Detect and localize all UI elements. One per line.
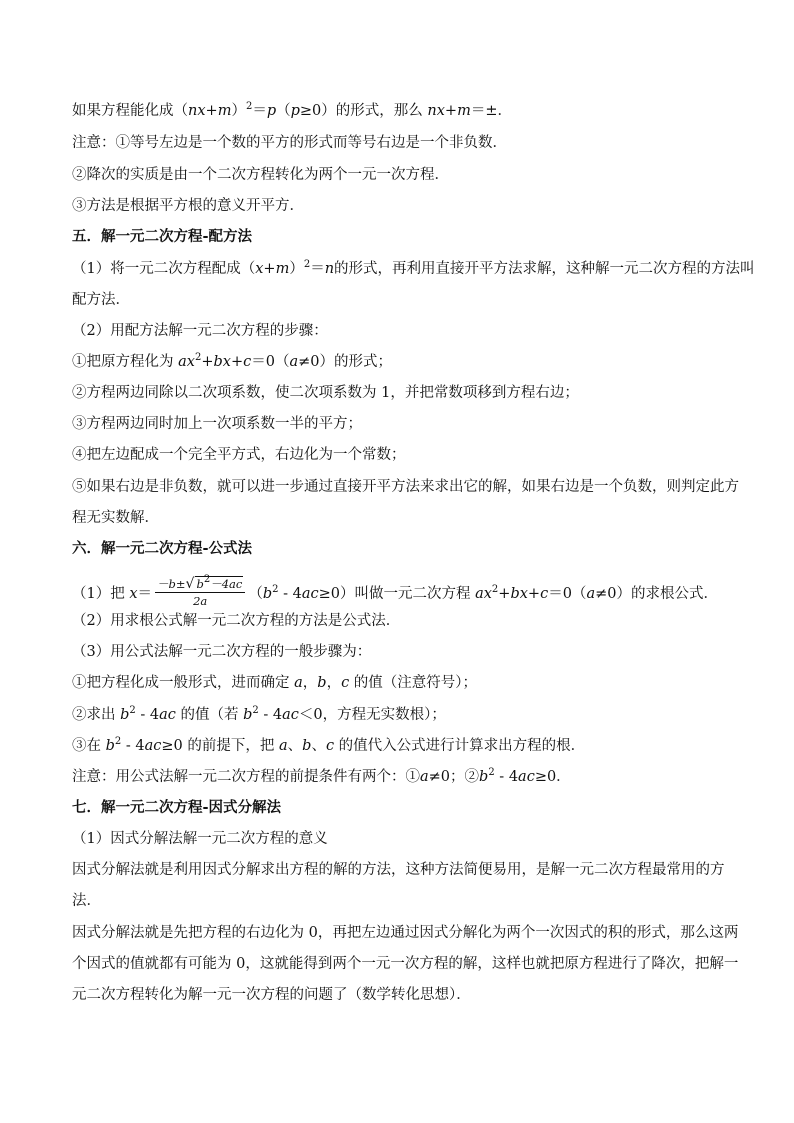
section-heading: 五．解一元二次方程-配方法 [72, 229, 253, 245]
text-line: ③方法是根据平方根的意义开平方． [72, 198, 304, 214]
formula-line: （1）把 x＝ $\frac{-b\pm√ b^2-4ac}{2a}$ $(b^2 - 4ac\ge 0)$叫做一元二次方程 $ax^2+bx+c=0(a\ne 0)$的求根公式． [72, 574, 718, 608]
text-line: 注意：①等号左边是一个数的平方的形式而等号右边是一个非负数． [72, 135, 507, 151]
text-line: ②降次的实质是由一个二次方程转化为两个一元一次方程． [72, 167, 449, 183]
text-line: 法． [72, 893, 101, 909]
text-line: ④把左边配成一个完全平方式，右边化为一个常数； [72, 447, 406, 463]
text-line: ⑤如果右边是非负数，就可以进一步通过直接开平方法来求出它的解，如果右边是一个负数，则判定此方 [72, 479, 739, 495]
text-line: （2）用求根公式解一元二次方程的方法是公式法． [72, 613, 401, 629]
text-line: ①把方程化成一般形式，进而确定 a，b，c 的值（注意符号）； [72, 675, 478, 691]
text-line: 配方法． [72, 292, 130, 308]
text-line: ②求出 $b^2 - 4ac$ 的值（若 $b^2 - 4ac<0$，方程无实数根）； [72, 705, 446, 723]
quadratic-formula-fraction: $\frac{-b\pm√ b^2-4ac}{2a}$ [155, 576, 245, 608]
text-line: （1）因式分解法解一元二次方程的意义 [72, 831, 328, 847]
text-line: 因式分解法就是先把方程的右边化为 0，再把左边通过因式分解化为两个一次因式的积的形式，那么这两 [72, 925, 739, 941]
text-line: （1）将一元二次方程配成$(x+m)^2=n$的形式，再利用直接开平方法求解，这种解一元二次方程的方法叫 [72, 259, 755, 277]
text-line: ②方程两边同除以二次项系数，使二次项系数为 1，并把常数项移到方程右边； [72, 385, 579, 401]
section-heading: 六．解一元二次方程-公式法 [72, 541, 253, 557]
section-heading: 七．解一元二次方程-因式分解法 [72, 800, 282, 816]
text-line: ①把原方程化为 $ax^2+bx+c=0(a\ne 0)$的形式； [72, 352, 392, 370]
text-line: 个因式的值就都有可能为 0，这就能得到两个一元一次方程的解，这样也就把原方程进行了降次，把解一 [72, 956, 739, 972]
text-line: 元二次方程转化为解一元一次方程的问题了（数学转化思想）． [72, 987, 471, 1003]
text-line: （2）用配方法解一元二次方程的步骤： [72, 323, 328, 339]
text-line: 注意：用公式法解一元二次方程的前提条件有两个：①a≠0；$②b^2 - 4ac\ge 0$． [72, 767, 571, 785]
text-line: 因式分解法就是利用因式分解求出方程的解的方法，这种方法简便易用，是解一元二次方程最常用的方 [72, 862, 725, 878]
text-line: ③方程两边同时加上一次项系数一半的平方； [72, 416, 362, 432]
text-line: 如果方程能化成$(nx+m)^2=p(p\ge 0)$的形式，那么 nx+m＝±． [72, 101, 512, 119]
text-line: 程无实数解． [72, 510, 159, 526]
text-line: （3）用公式法解一元二次方程的一般步骤为： [72, 644, 372, 660]
text-line: ③在 $b^2 - 4ac\ge 0$ 的前提下，把 a、b、c 的值代入公式进行计算求出方程的根． [72, 736, 586, 754]
